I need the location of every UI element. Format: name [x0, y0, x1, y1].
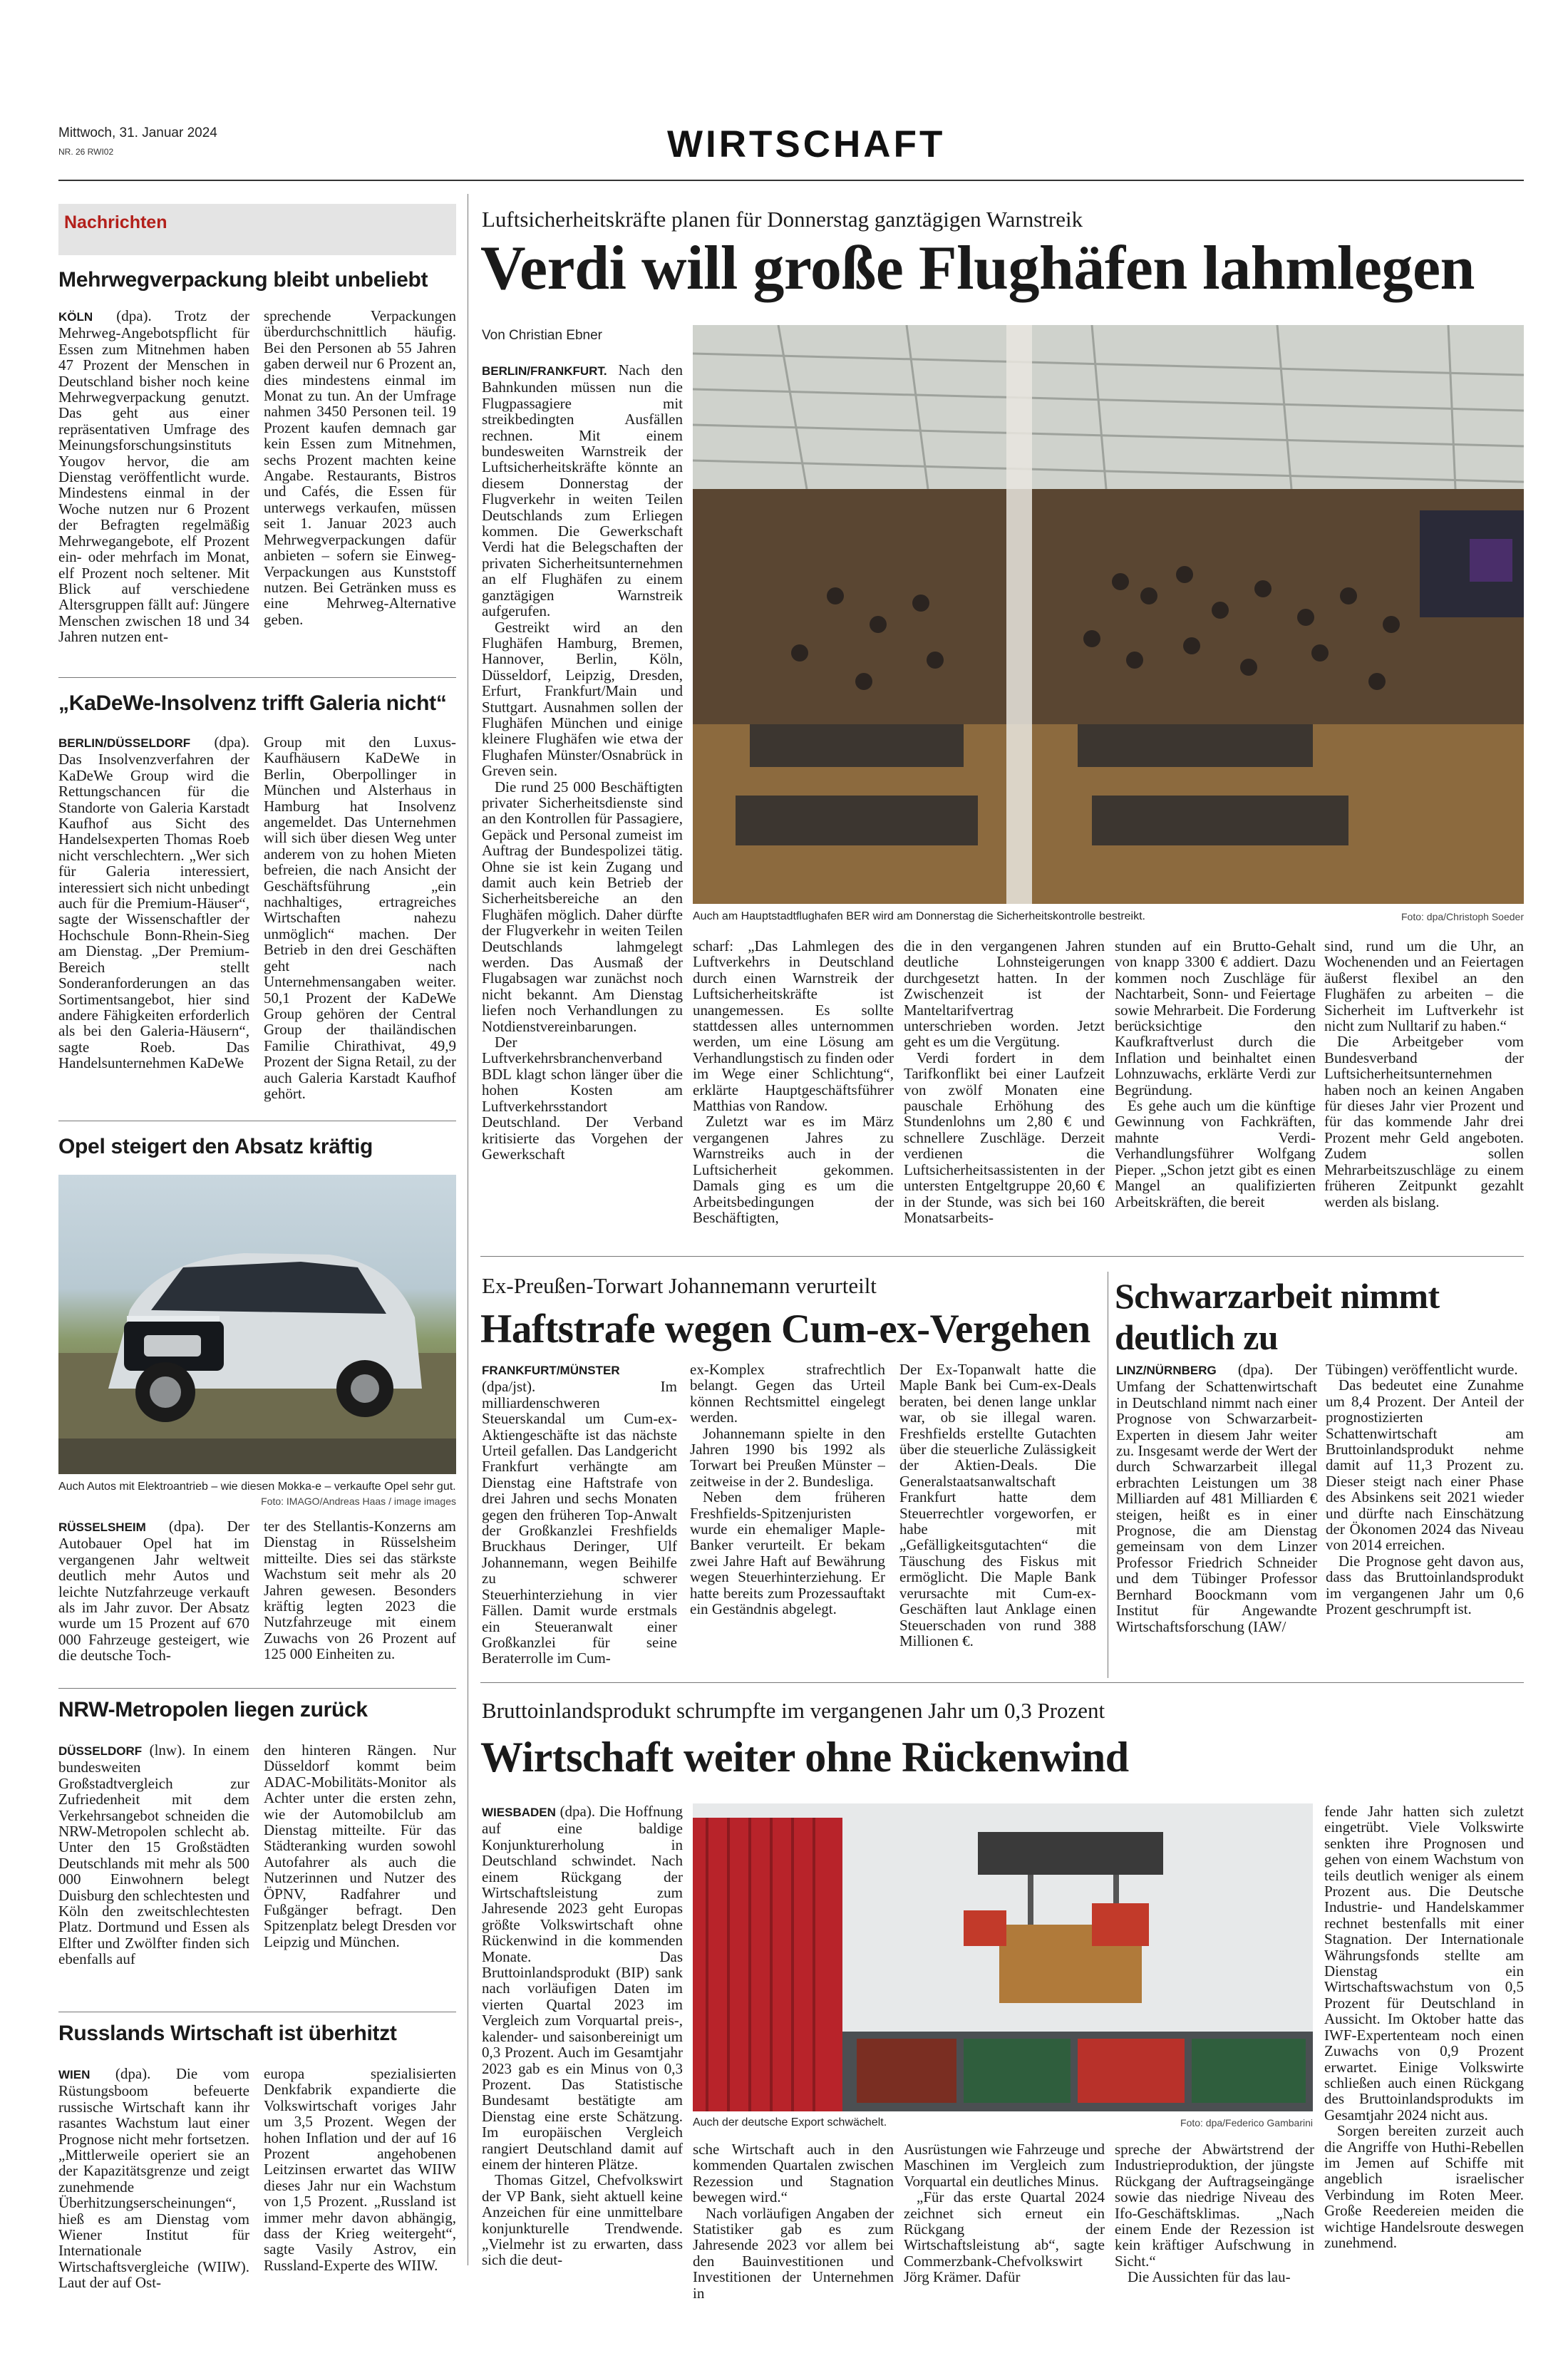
- gdp-body-col3: Ausrüstungen wie Fahrzeuge und Maschinen im Vergleich zum Vorquartal ein deutliches Minus. „Für das erste Quartal 2024 zeichnet sich erneut ein Rückgang der Wirtschaftsleistung ab“, sagte Commerzbank-Chefvolkswirt Jörg Krämer. Dafür: [904, 2141, 1105, 2286]
- dateline: WIESBADEN: [482, 1806, 556, 1819]
- brief-body-col2: europa spezialisierten Denkfabrik expandierte die Volkswirtschaft voriges Jahr um 3,5 Prozent. Wegen der hohen Inflation und der auf 16 Prozent angehobenen Leitzinsen erwartet das WIIW dieses Jahr nur ein Wachstum von 1,5 Prozent. „Russland ist immer mehr davon abhängig, dass der Krieg weitergeht“, sagte Vasily Astrov, ein Russland-Experte des WIIW.: [264, 2066, 456, 2274]
- dateline: LINZ/NÜRNBERG: [1116, 1364, 1217, 1377]
- airport-illustration: [693, 325, 1524, 904]
- dateline: FRANKFURT/MÜNSTER: [482, 1364, 620, 1377]
- lead-body-col2: scharf: „Das Lahmlegen des Luftverkehrs in Deutschland durch einen Warnstreik der Luftsicherheitskräfte ist unangemessen. Es sollte stattdessen alles unternommen werden, um eine Lösung am Verhandlungstisch zu finden oder im Wege einer Schlichtung“, erklärte Hauptgeschäftsführer Matthias von Randow. Zuletzt war es im März vergangenen Jahres zu Warnstreiks auch in der Luftsicherheit gekommen. Damals ging es um die Arbeitsbedingungen der Beschäftigten,: [693, 938, 894, 1226]
- gdp-body-col5: fende Jahr hatten sich zuletzt eingetrübt. Viele Volkswirte senkten ihre Prognosen und gehen von einem Wachstum von teils deutlich weniger als einem Prozent aus. Die Deutsche Industrie- und Handelskammer rechnet bestenfalls mit einer Stagnation. Der Internationale Währungsfonds stellte am Dienstag ein Wirtschaftswachstum von 0,5 Prozent für Deutschland in Aussicht. Im Oktober hatte das IWF-Expertenteam noch einen Zuwachs von 0,9 Prozent erwartet. Einige Volkswirte schließen auch einen Rückgang des Bruttoinlandsprodukts im Gesamtjahr 2024 nicht aus. Sorgen bereiten zurzeit auch die Angriffe von Huthi-Rebellen im Jemen auf Schiffe mit angeblich israelischer Verbindung im Roten Meer. Große Reedereien meiden die wichtige Handelsroute deswegen zunehmend.: [1324, 1803, 1524, 2251]
- cumex-kicker: Ex-Preußen-Torwart Johannemann verurteilt: [482, 1273, 877, 1298]
- photo-caption: Auch der deutsche Export schwächelt.: [693, 2116, 887, 2129]
- page-date: Mittwoch, 31. Januar 2024: [58, 125, 217, 140]
- brief-title: Opel steigert den Absatz kräftig: [58, 1135, 373, 1158]
- edition-code: NR. 26 RWI02: [58, 147, 114, 157]
- lead-byline: Von Christian Ebner: [482, 328, 602, 343]
- gdp-headline: Wirtschaft weiter ohne Rückenwind: [480, 1734, 1129, 1781]
- sidebar-label: Nachrichten: [64, 212, 167, 232]
- brief-body-col2: Group mit den Luxus-Kaufhäusern KaDeWe in Berlin, Oberpollinger in München und Alsterhaus in Hamburg hat Insolvenz angemeldet. Das Unternehmen will sich über diesen Weg unter anderem von zu hohen Mieten befreien, die nach Ansicht der Geschäftsführung „ein nachhaltiges, ertragreiches Wirtschaften nahezu unmöglich“ machen. Der Betrieb in den drei Geschäften geht nach Unternehmensangaben weiter. 50,1 Prozent der KaDeWe Group gehören der Central Group der thailändischen Familie Chirathivat, 49,9 Prozent der Signa Retail, zu der auch Galeria Karstadt Kaufhof gehört.: [264, 734, 456, 1102]
- schwarz-headline-line1: Schwarzarbeit nimmt: [1115, 1276, 1440, 1316]
- dateline: RÜSSELSHEIM: [58, 1520, 146, 1534]
- schwarz-headline-line2: deutlich zu: [1115, 1317, 1279, 1357]
- brief-title: NRW-Metropolen liegen zurück: [58, 1698, 368, 1721]
- brief-title: „KaDeWe-Insolvenz trifft Galeria nicht“: [58, 691, 447, 715]
- cumex-body-col2: ex-Komplex strafrechtlich belangt. Gegen das Urteil können Rechtsmittel eingelegt werden. Johannemann spielte in den Jahren 1990 bis 1992 als Torwart bei Preußen Münster – zeitweise in der 2. Bundesliga. Neben dem früheren Freshfields-Spitzenjuristen wurde ein ehemaliger Maple-Banker verurteilt. Er bekam zwei Jahre Haft auf Bewährung wegen Steuerhinterziehung. Er hatte bereits zum Prozessauftakt ein Geständnis abgelegt.: [690, 1362, 885, 1618]
- sidebar-label-box: [58, 204, 456, 255]
- opel-photo: [58, 1175, 456, 1474]
- airport-photo: [693, 325, 1524, 904]
- gdp-body-col1: WIESBADEN (dpa). Die Hoffnung auf eine baldige Konjunkturerholung in Deutschland schwindet. Nach einem Rückgang der Wirtschaftsleistung zum Jahresende 2023 geht Europas größte Volkswirtschaft ohne Rückenwind in die kommenden Monate. Das Bruttoinlandsprodukt (BIP) sank nach vorläufigen Daten im vierten Quartal 2023 im Vergleich zum Vorquartal preis-, kalender- und saisonbereinigt um 0,3 Prozent. Auch im Gesamtjahr 2023 gab es ein Minus von 0,3 Prozent. Das Statistische Bundesamt bestätigte am Dienstag eine erste Schätzung. Im europäischen Vergleich rangiert Deutschland damit auf einem der hinteren Plätze. Thomas Gitzel, Chefvolkswirt der VP Bank, sieht aktuell keine Anzeichen für eine unmittelbare konjunkturelle Trendwende. „Vielmehr ist zu erwarten, dass sich die deut-: [482, 1803, 683, 2269]
- brief-body-col1: KÖLN (dpa). Trotz der Mehrweg-Angebotspflicht für Essen zum Mitnehmen haben 47 Prozent der Menschen in Deutschland bisher noch keine Mehrwegverpackung genutzt. Das geht aus einer repräsentativen Umfrage des Meinungsforschungsinstituts Yougov hervor, die am Dienstag veröffentlicht wurde. Mindestens einmal in der Woche nutzen nur 6 Prozent der Befragten regelmäßig Mehrwegangebote, elf Prozent ein- oder mehrfach im Monat, elf Prozent noch seltener. Mit Blick auf verschiedene Altersgruppen fällt auf: Jüngere Menschen zwischen 18 und 34 Jahren nutzen ent-: [58, 308, 249, 646]
- dateline: WIEN: [58, 2068, 91, 2081]
- cumex-body-col3: Der Ex-Topanwalt hatte die Maple Bank bei Cum-ex-Deals beraten, bei denen lange unklar war, ob sie illegal waren. Freshfields erstellte Gutachten über die steuerliche Zulässigkeit der Aktien-Deals. Die Generalstaatsanwaltschaft Frankfurt hatte dem Steuerrechtler vorgeworfen, er habe mit „Gefälligkeitsgutachten“ die Täuschung des Fiskus mit ermöglicht. Die Maple Bank verursachte mit Cum-ex-Geschäften laut Anklage einen Steuerschaden von rund 388 Millionen €.: [899, 1362, 1096, 1649]
- photo-credit: Foto: IMAGO/Andreas Haas / image images: [261, 1496, 456, 1507]
- brief-body-col1: RÜSSELSHEIM (dpa). Der Autobauer Opel hat im vergangenen Jahr weltweit deutlich mehr Autos und leichte Nutzfahrzeuge verkauft als im Jahr zuvor. Der Absatz wurde um 15 Prozent auf 670 000 Fahrzeuge gesteigert, wie die deutsche Toch-: [58, 1518, 249, 1664]
- brief-body-col1: WIEN (dpa). Die vom Rüstungsboom befeuerte russische Wirtschaft kann ihr rasantes Wachstum laut einer Prognose nicht mehr fortsetzen. „Mittlerweile operiert sie an der Kapazitätsgrenze und zeigt zunehmende Überhitzungserscheinungen“, hieß es am Dienstag vom Wiener Institut für Internationale Wirtschaftsvergleiche (WIIW). Laut der auf Ost-: [58, 2066, 249, 2292]
- photo-credit: Foto: dpa/Christoph Soeder: [1401, 911, 1524, 922]
- brief-title: Russlands Wirtschaft ist überhitzt: [58, 2022, 397, 2045]
- gdp-kicker: Bruttoinlandsprodukt schrumpfte im vergangenen Jahr um 0,3 Prozent: [482, 1698, 1105, 1723]
- photo-caption: Auch am Hauptstadtflughafen BER wird am Donnerstag die Sicherheitskontrolle bestreikt.: [693, 910, 1145, 922]
- brief-title: Mehrwegverpackung bleibt unbeliebt: [58, 268, 428, 292]
- gdp-body-col4: spreche der Abwärtstrend der Industrieproduktion, der jüngste Rückgang der Auftragseingänge sowie das niedrige Niveau des Ifo-Geschäftsklimas. „Nach einem Ende der Rezession ist kein kräftiger Aufschwung in Sicht.“ Die Aussichten für das lau-: [1115, 2141, 1314, 2286]
- brief-body-col1: BERLIN/DÜSSELDORF (dpa). Das Insolvenzverfahren der KaDeWe Group wird die Rettungschancen für die Standorte von Galeria Karstadt Kaufhof aus Sicht des Handelsexperten Thomas Roeb nicht verschlechtern. „Wer sich für Galeria interessiert, interessiert sich nicht unbedingt auch für die Premium-Häuser“, sagte der Wissenschaftler der Hochschule Bonn-Rhein-Sieg am Dienstag. „Der Premium-Bereich stellt Sonderanforderungen an das Sortimentsangebot, hier sind andere Fähigkeiten erforderlich als bei den Galeria-Häusern“, sagte Roeb. Das Handelsunternehmen KaDeWe: [58, 734, 249, 1072]
- dateline: BERLIN/FRANKFURT.: [482, 364, 607, 378]
- brief-body-col2: ter des Stellantis-Konzerns am Dienstag in Rüsselsheim mitteilte. Dies sei das stärkste Wachstum seit mehr als 20 Jahren gewesen. Besonders kräftig legten 2023 die Nutzfahrzeuge mit einem Zuwachs von 26 Prozent auf 125 000 Einheiten zu.: [264, 1518, 456, 1663]
- gdp-body-col2: sche Wirtschaft auch in den kommenden Quartalen zwischen Rezession und Stagnation bewegen wird.“ Nach vorläufigen Angaben der Statistiker gab es zum Jahresende 2023 vor allem bei den Bauinvestitionen und Investitionen der Unternehmen in: [693, 2141, 894, 2302]
- dateline: KÖLN: [58, 310, 93, 324]
- cumex-body-col1: FRANKFURT/MÜNSTER (dpa/jst). Im milliardenschweren Steuerskandal um Cum-ex-Aktiengeschäfte ist das nächste Urteil gefallen. Das Landgericht Frankfurt verhängte am Dienstag eine Haftstrafe von drei Jahren und sechs Monaten gegen den früheren Top-Anwalt der Großkanzlei Freshfields Bruckhaus Deringer, Ulf Johannemann, wegen Beihilfe zu schwerer Steuerhinterziehung in vier Fällen. Damit wurde erstmals ein Steueranwalt einer Großkanzlei für seine Beraterrolle im Cum-: [482, 1364, 677, 1667]
- dateline: DÜSSELDORF: [58, 1744, 143, 1758]
- masthead-rule: [58, 180, 1524, 181]
- brief-divider: [58, 677, 456, 678]
- brief-body-col2: sprechende Verpackungen überdurchschnittlich häufig. Bei den Personen ab 55 Jahren gaben derweil nur 6 Prozent an, dies mindestens einmal im Monat zu tun. An der Umfrage nahmen 3450 Personen teil. 19 Prozent kaufen demnach gar kein Essen zum Mitnehmen, sechs Prozent machten keine Angabe. Restaurants, Bistros und Cafés, die Essen für unterwegs verkaufen, müssen seit 1. Januar 2023 auch Mehrwegverpackungen dafür anbieten – sofern sie Einweg-Verpackungen aus Kunststoff nutzen. Bei Getränken muss es eine Mehrweg-Alternative geben.: [264, 308, 456, 628]
- schwarz-body-col1: LINZ/NÜRNBERG (dpa). Der Umfang der Schattenwirtschaft in Deutschland nimmt nach einer Prognose von Schwarzarbeit-Experten in diesem Jahr weiter zu. Insgesamt werde der Wert der durch Schwarzarbeit illegal erbrachten Leistungen um 38 Milliarden auf 481 Milliarden € steigen, heißt es in einer Prognose, die am Dienstag gemeinsam von dem Linzer Professor Friedrich Schneider und dem Tübinger Professor Bernhard Boockmann vom Institut für Angewandte Wirtschaftsforschung (IAW/: [1116, 1362, 1317, 1635]
- photo-caption: Auch Autos mit Elektroantrieb – wie diesen Mokka-e – verkaufte Opel sehr gut.: [58, 1481, 456, 1493]
- lead-body-col1: BERLIN/FRANKFURT. Nach den Bahnkunden müssen nun die Flugpassagiere mit streikbedingten Ausfällen rechnen. Mit einem bundesweiten Warnstreik der Luftsicherheitskräfte könnte an diesem Donnerstag der Flugverkehr in weiten Teilen Deutschlands zum Erliegen kommen. Die Gewerkschaft Verdi hat die Belegschaften der privaten Sicherheitsunternehmen an elf Flughäfen zu einem ganztägigen Warnstreik aufgerufen. Gestreikt wird an den Flughäfen Hamburg, Bremen, Hannover, Berlin, Köln, Düsseldorf, Leipzig, Dresden, Erfurt, Frankfurt/Main und Stuttgart. Ausnahmen sollen der Flughäfen München und einige kleinere Flughäfen wie etwa der Flughafen Münster/Osnabrück in Greven sein. Die rund 25 000 Beschäftigten privater Sicherheitsdienste sind an den Kontrollen für Passagiere, Gepäck und Personal zumeist im Auftrag der Bundespolizei tätig. Ohne sie ist kein Zugang und damit auch kein Betrieb der Sicherheitsbereiche an den Flughäfen möglich. Daher dürfte der Flugverkehr in weiten Teilen Deutschlands lahmgelegt werden. Das Ausmaß der Flugabsagen war zunächst noch nicht bekannt. Am Dienstag liefen noch Verhandlungen zu Notdienstvereinbarungen. Der Luftverkehrsbranchenverband BDL klagt schon länger über die hohen Kosten am Luftverkehrsstandort Deutschland. Der Verband kritisierte das Vorgehen der Gewerkschaft: [482, 362, 683, 1163]
- containers-illustration: [693, 1803, 1313, 2111]
- container-photo: [693, 1803, 1313, 2111]
- photo-credit: Foto: dpa/Federico Gambarini: [1180, 2117, 1313, 2129]
- schwarz-body-col2: Tübingen) veröffentlicht wurde. Das bedeutet eine Zunahme um 8,4 Prozent. Der Anteil der prognostizierten Schattenwirtschaft am Bruttoinlandsprodukt nehme damit auf 11,3 Prozent zu. Dieser steigt nach einer Phase des Absinkens seit 2021 wieder und dürfte nach Einschätzung der Ökonomen 2024 das Niveau von 2014 erreichen. Die Prognose geht davon aus, dass das Bruttoinlandsprodukt im vergangenen Jahr um 0,6 Prozent geschrumpft ist.: [1326, 1362, 1524, 1618]
- brief-body-col2: den hinteren Rängen. Nur Düsseldorf kommt beim ADAC-Mobilitäts-Monitor als Achter unter die ersten zehn, wie der Automobilclub am Dienstag mitteilte. Für das Städteranking wurden sowohl Autofahrer als auch die Nutzerinnen und Nutzer des ÖPNV, Radfahrer und Fußgänger befragt. Den Spitzenplatz belegt Dresden vor Leipzig und München.: [264, 1742, 456, 1950]
- car-illustration: [58, 1175, 456, 1474]
- lead-body-col3: die in den vergangenen Jahren deutliche Lohnsteigerungen durchgesetzt hatten. In der Zwischenzeit ist der Manteltarifvertrag unterschrieben worden. Jetzt geht es um die Vergütung. Verdi fordert in dem Tarifkonflikt bei einer Laufzeit von zwölf Monaten eine pauschale Erhöhung des Stundenlohns um 2,80 € und schnellere Zuschläge. Derzeit verdienen die Luftsicherheitsassistenten in der untersten Entgeltgruppe 20,60 € in der Stunde, was sich bei 160 Monatsarbeits-: [904, 938, 1105, 1226]
- lead-body-col4: stunden auf ein Brutto-Gehalt von knapp 3300 € addiert. Dazu kommen noch Zuschläge für Nachtarbeit, Sonn- und Feiertage sowie Mehrarbeit. Die Forderung berücksichtige den Kaufkraftverlust durch die Inflation und beinhaltet einen Lohnzuwachs, erklärte Verdi zur Begründung. Es gehe auch um die künftige Gewinnung von Fachkräften, mahnte Verdi-Verhandlungsführer Wolfgang Pieper. „Schon jetzt gibt es einen Mangel an qualifizierten Arbeitskräften, die bereit: [1115, 938, 1316, 1210]
- lead-headline: Verdi will große Flughäfen lahmlegen: [480, 234, 1475, 303]
- lead-kicker: Luftsicherheitskräfte planen für Donnerstag ganztägigen Warnstreik: [482, 207, 1083, 232]
- lead-bottom-rule: [480, 1256, 1524, 1257]
- dateline: BERLIN/DÜSSELDORF: [58, 736, 191, 750]
- lead-body-col5: sind, rund um die Uhr, an Wochenenden und an Feiertagen äußerst flexibel an den Flughäfen zu arbeiten – die Sicherheit im Luftverkehr ist nicht zum Nulltarif zu haben.“ Die Arbeitgeber vom Bundesverband der Luftsicherheitsunternehmen haben noch an keinen Angaben für dieses Jahr vier Prozent und für das kommende Jahr drei Prozent mehr Geld angeboten. Zudem sollen Mehrarbeitszuschläge zu einem früheren Zeitpunkt gezahlt werden als bislang.: [1324, 938, 1524, 1210]
- gdp-top-rule: [480, 1682, 1524, 1683]
- section-title: WIRTSCHAFT: [667, 123, 946, 165]
- brief-divider: [58, 1688, 456, 1689]
- cumex-headline: Haftstrafe wegen Cum-ex-Vergehen: [480, 1307, 1090, 1352]
- brief-body-col1: DÜSSELDORF (lnw). In einem bundesweiten Großstadtvergleich zur Zufriedenheit mit dem Verkehrsangebot schneiden die NRW-Metropolen schlecht ab. Unter den 15 Großstädten Deutschlands mit mehr als 500 000 Einwohnern belegt Duisburg den schlechtesten und Köln den zweitschlechtesten Platz. Dortmund und Essen als Elfter und Zwölfter finden sich ebenfalls auf: [58, 1742, 249, 1968]
